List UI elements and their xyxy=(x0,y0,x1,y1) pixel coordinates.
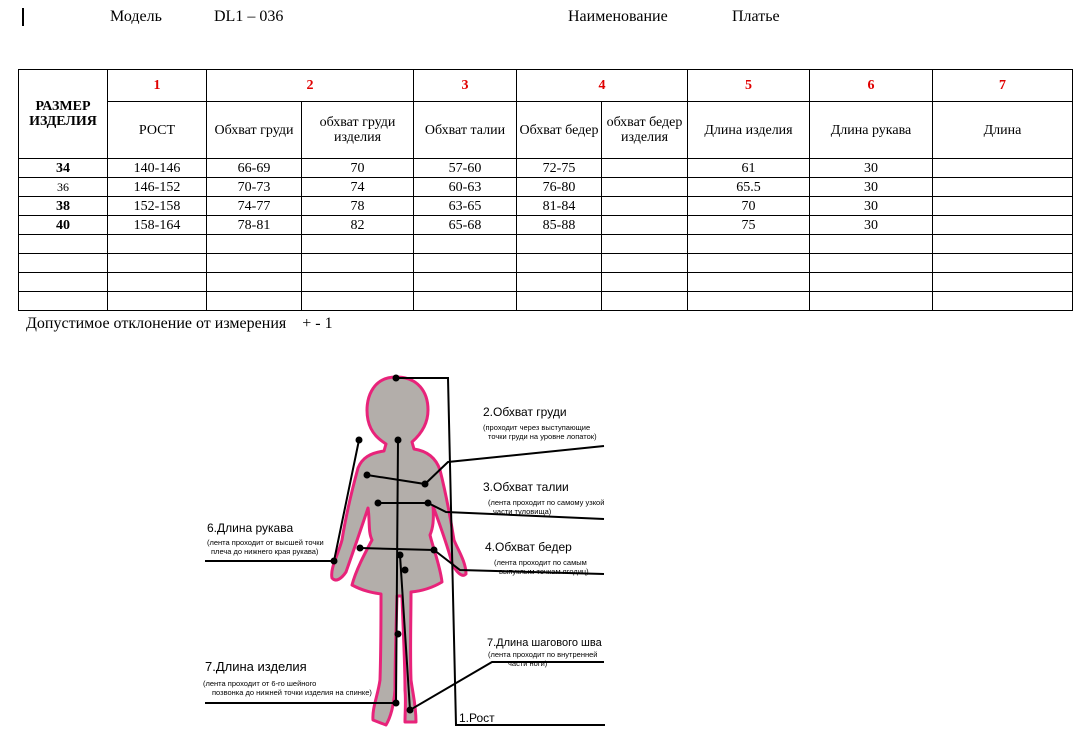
col-header-sleeve-length: Длина рукава xyxy=(810,102,933,159)
size-cell: 36 xyxy=(19,178,108,197)
inseam-title: 7.Длина шагового шва xyxy=(487,637,602,649)
col-number-5: 5 xyxy=(688,70,810,102)
height-title: 1.Рост xyxy=(459,711,495,725)
model-label: Модель xyxy=(110,8,162,25)
waist-title: 3.Обхват талии xyxy=(483,480,569,494)
table-cell: 65.5 xyxy=(688,178,810,197)
hips-note-1: (лента проходит по самым xyxy=(494,558,587,567)
table-cell: 78 xyxy=(302,197,414,216)
table-cell: 81-84 xyxy=(517,197,602,216)
length-note-2: позвонка до нижней точки изделия на спинке) xyxy=(212,688,372,697)
table-cell: 74 xyxy=(302,178,414,197)
table-cell: 30 xyxy=(810,159,933,178)
col-header-height: РОСТ xyxy=(108,102,207,159)
col-header-hips: Обхват бедер xyxy=(517,102,602,159)
table-cell: 146-152 xyxy=(108,178,207,197)
hips-title: 4.Обхват бедер xyxy=(485,540,572,554)
table-cell: 140-146 xyxy=(108,159,207,178)
model-value: DL1 – 036 xyxy=(214,8,284,25)
inseam-note-2: части ноги) xyxy=(508,659,548,668)
col-header-garment-hips: обхват бедер изделия xyxy=(602,102,688,159)
col-number-2: 2 xyxy=(207,70,414,102)
table-cell: 76-80 xyxy=(517,178,602,197)
col-header-garment-chest: обхват груди изделия xyxy=(302,102,414,159)
inseam-note-1: (лента проходит по внутренней xyxy=(488,650,598,659)
col-number-4: 4 xyxy=(517,70,688,102)
waist-note-1: (лента проходит по самому узкой xyxy=(488,498,605,507)
table-cell: 61 xyxy=(688,159,810,178)
col-number-7: 7 xyxy=(933,70,1073,102)
table-cell: 70-73 xyxy=(207,178,302,197)
table-cell: 152-158 xyxy=(108,197,207,216)
name-label: Наименование xyxy=(568,8,668,25)
chest-note-2: точки груди на уровне лопаток) xyxy=(488,432,597,441)
waist-note-2: части туловища) xyxy=(493,507,552,516)
length-note-1: (лента проходит от 6-го шейного xyxy=(203,679,317,688)
table-cell: 57-60 xyxy=(414,159,517,178)
name-value: Платье xyxy=(732,8,780,25)
table-cell: 30 xyxy=(810,178,933,197)
table-cell: 72-75 xyxy=(517,159,602,178)
table-cell: 60-63 xyxy=(414,178,517,197)
tolerance-note: Допустимое отклонение от измерения + - 1 xyxy=(26,315,333,332)
sleeve-note-2: плеча до нижнего края рукава) xyxy=(211,547,319,556)
table-cell: 74-77 xyxy=(207,197,302,216)
table-cell: 158-164 xyxy=(108,216,207,235)
table-cell: 85-88 xyxy=(517,216,602,235)
size-header: РАЗМЕР ИЗДЕЛИЯ xyxy=(19,70,108,159)
table-cell: 70 xyxy=(302,159,414,178)
chest-title: 2.Обхват груди xyxy=(483,405,567,419)
body-silhouette xyxy=(332,377,466,725)
table-cell: 75 xyxy=(688,216,810,235)
table-cell: 30 xyxy=(810,197,933,216)
table-cell: 63-65 xyxy=(414,197,517,216)
col-header-chest: Обхват груди xyxy=(207,102,302,159)
length-title: 7.Длина изделия xyxy=(205,659,307,674)
col-header-waist: Обхват талии xyxy=(414,102,517,159)
table-cell: 65-68 xyxy=(414,216,517,235)
table-cell: 78-81 xyxy=(207,216,302,235)
col-number-6: 6 xyxy=(810,70,933,102)
table-cell: 66-69 xyxy=(207,159,302,178)
table-cell: 82 xyxy=(302,216,414,235)
chest-note-1: (проходит через выступающие xyxy=(483,423,591,432)
size-cell: 40 xyxy=(19,216,108,235)
table-cell: 70 xyxy=(688,197,810,216)
hips-note-2: выпуклым точкам ягодиц) xyxy=(499,567,589,576)
col-number-1: 1 xyxy=(108,70,207,102)
size-cell: 34 xyxy=(19,159,108,178)
sleeve-title: 6.Длина рукава xyxy=(207,521,294,535)
table-cell: 30 xyxy=(810,216,933,235)
sleeve-note-1: (лента проходит от высшей точки xyxy=(207,538,324,547)
size-cell: 38 xyxy=(19,197,108,216)
col-header-length: Длина xyxy=(933,102,1073,159)
col-header-garment-length: Длина изделия xyxy=(688,102,810,159)
col-number-3: 3 xyxy=(414,70,517,102)
